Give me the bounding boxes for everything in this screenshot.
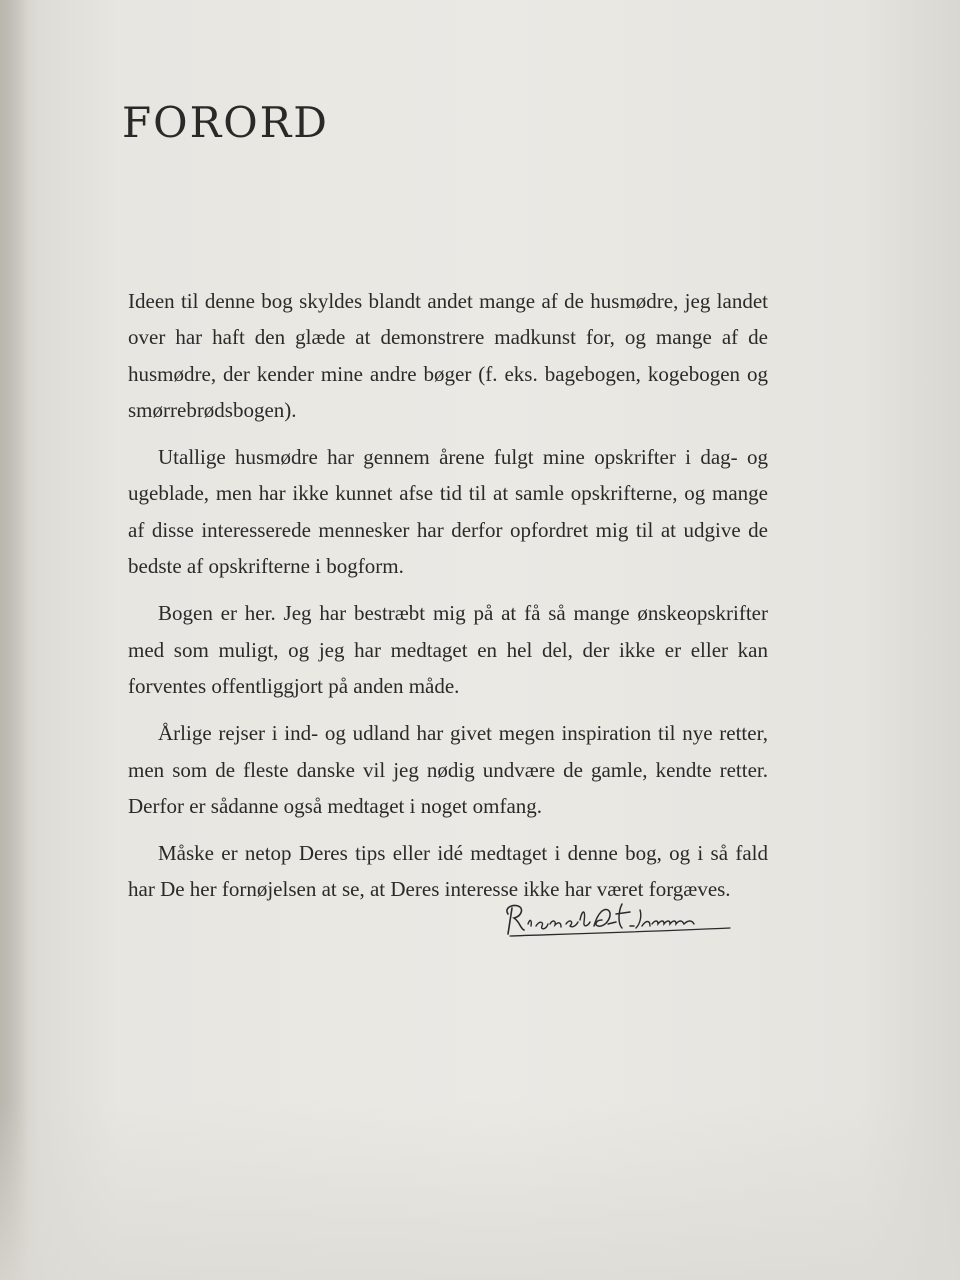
foreword-body [128,283,768,919]
paragraph-5: Måske er netop Deres tips eller idé medtaget i denne bog, og i så fald har De her fornøjelsen at se, at Deres interesse ikke har været forgæves. [128,841,768,902]
paragraph-4: Årlige rejser i ind- og udland har givet megen inspiration til nye retter, men som de fleste danske vil jeg nødig undvære de gamle, kendte retter. Derfor er sådanne også medtaget i noget omfang. [128,721,768,818]
handwritten-signature [490,890,740,950]
paragraph-2: Utallige husmødre har gennem årene fulgt mine opskrifter i dag- og ugeblade, men har ikke kunnet afse tid til at samle opskrifterne, og mange af disse interesserede mennesker har derfor opfordret mig til at udgive de bedste af opskrifterne i bogform. [128,445,768,579]
page-title: FORORD [122,98,329,147]
paragraph-3: Bogen er her. Jeg har bestræbt mig på at få så mange ønskeopskrifter med som muligt, og jeg har medtaget en hel del, der ikke er eller kan forventes offentliggjort på anden måde. [128,601,768,698]
paragraph-1: Ideen til denne bog skyldes blandt andet mange af de husmødre, jeg landet over har haft den glæde at demonstrere madkunst for, og mange af de husmødre, der kender mine andre bøger (f. eks. bagebogen, kogebogen og smørrebrødsbogen). [128,289,768,422]
